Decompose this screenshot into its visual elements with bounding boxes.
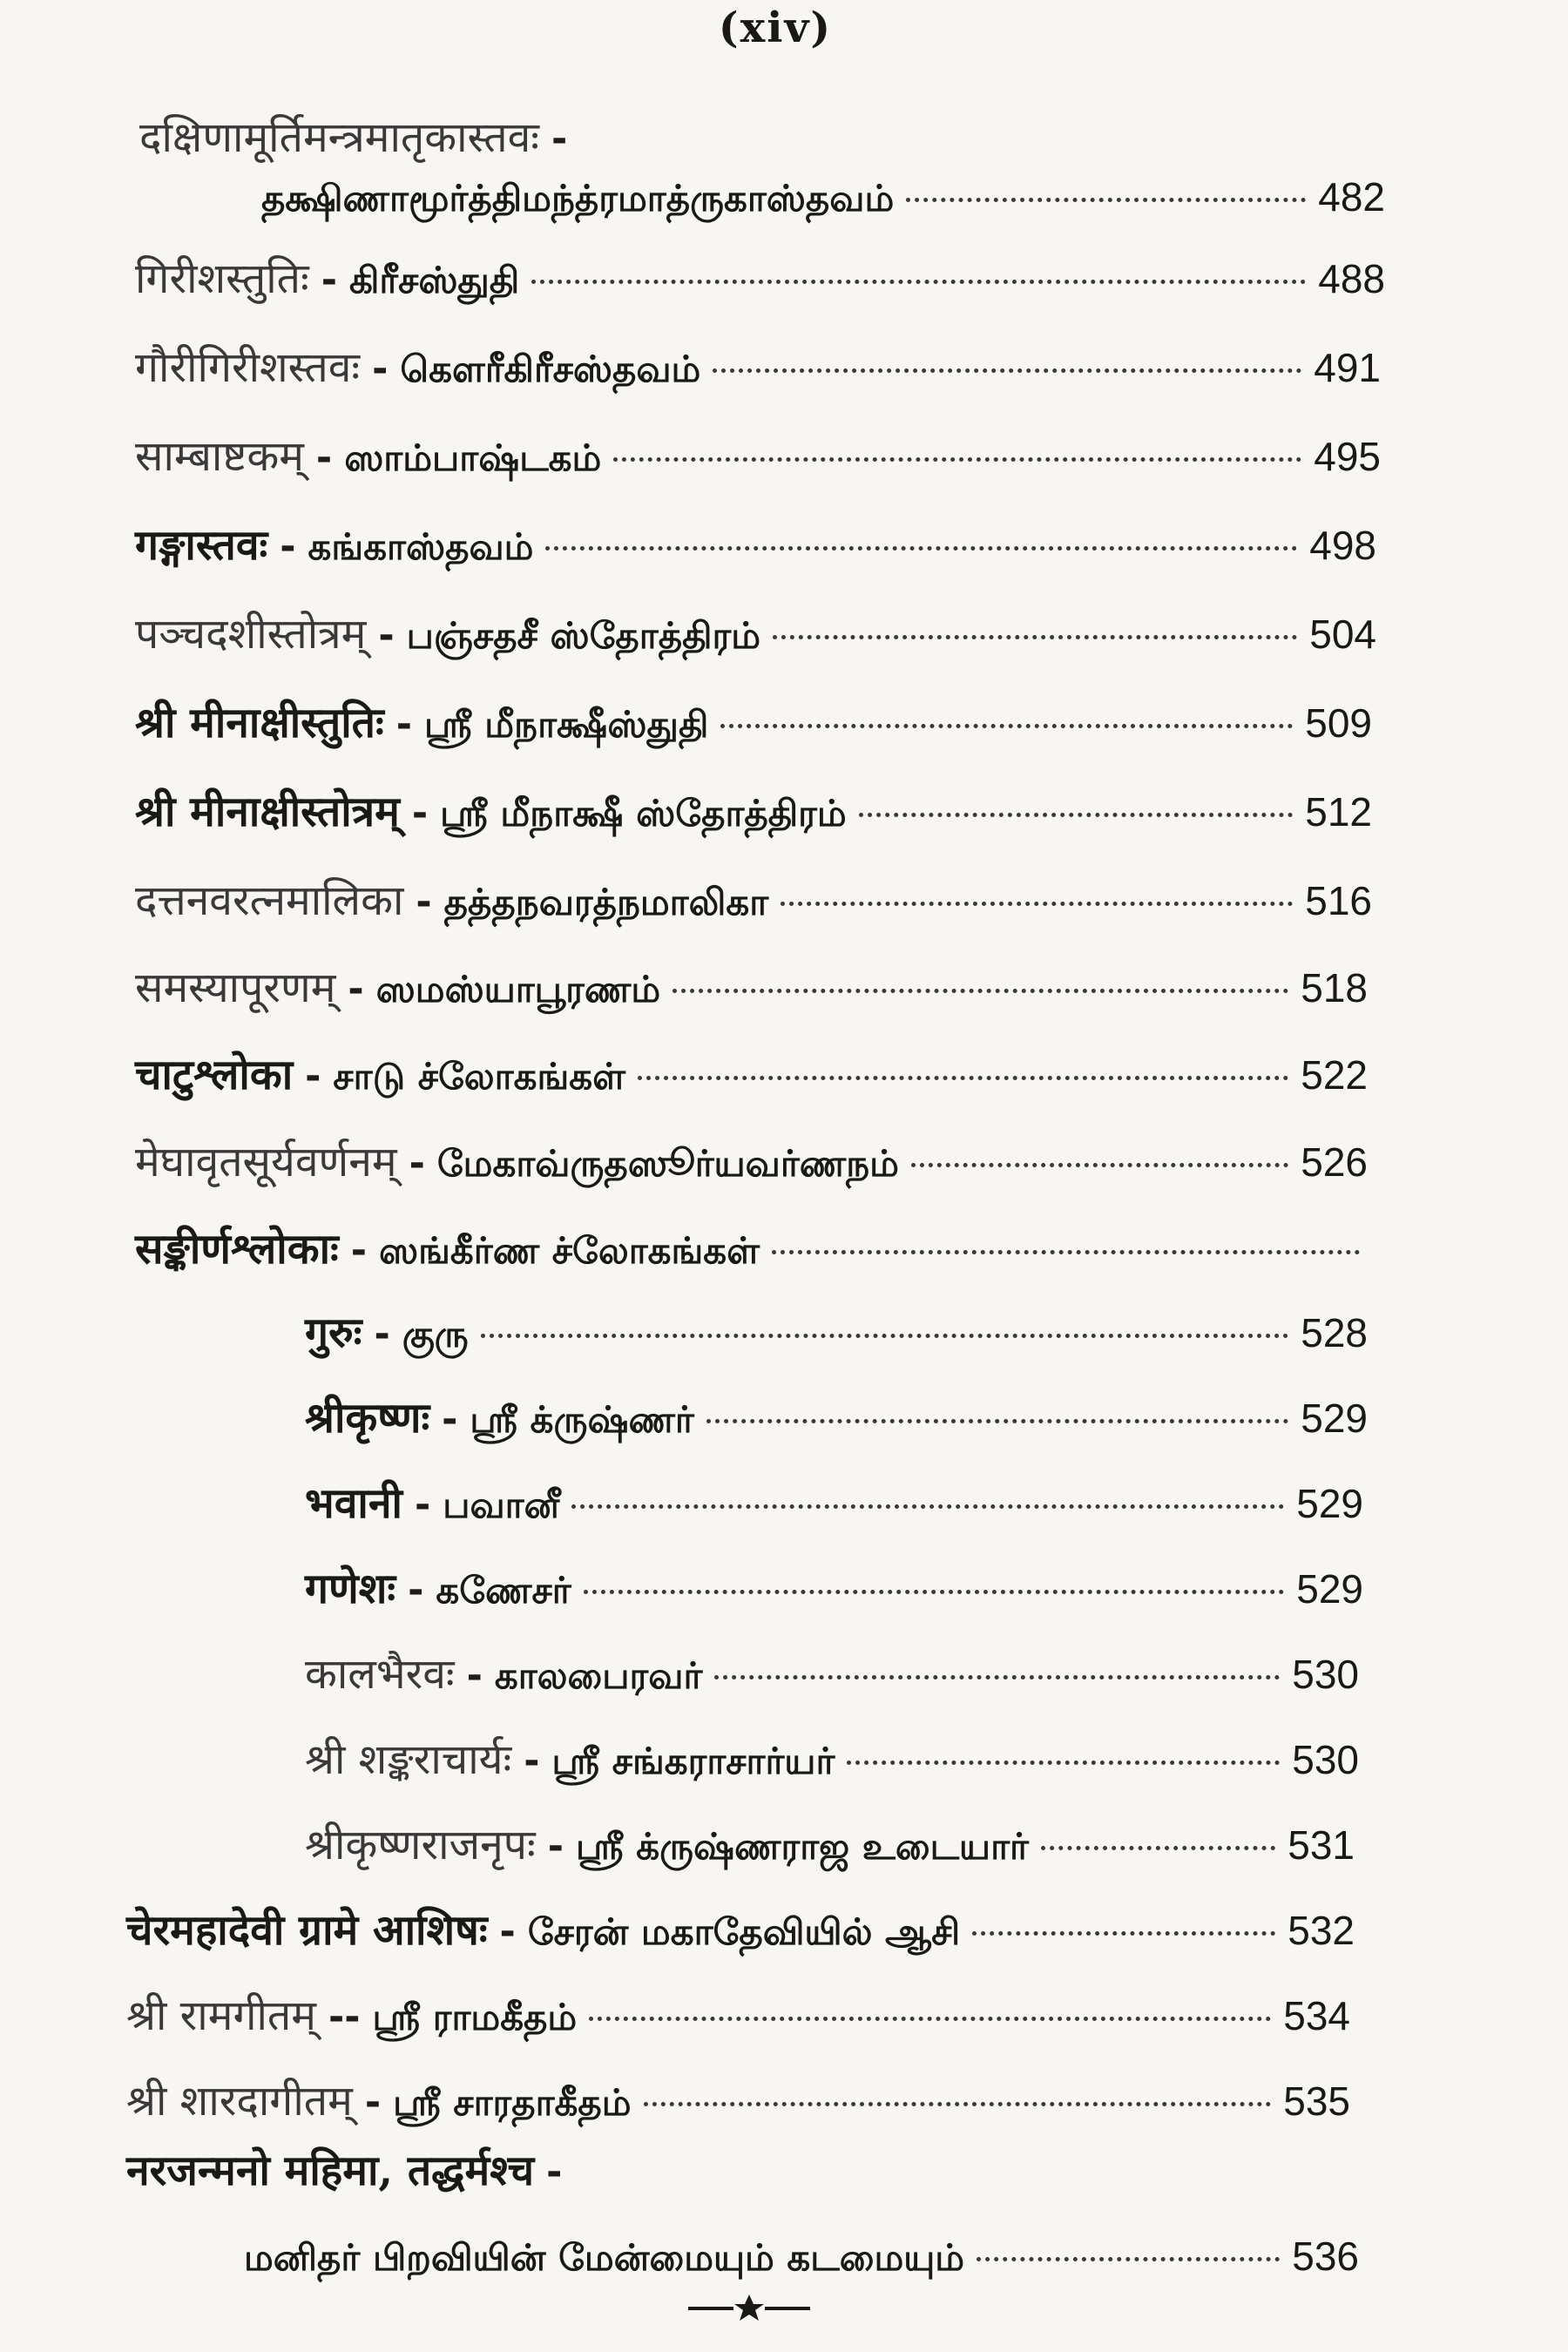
tamil-title: ஸங்கீர்ண ச்லோகங்கள் xyxy=(378,1229,760,1272)
toc-entry xyxy=(135,341,1381,395)
sanskrit-title: चाटुश्लोका xyxy=(135,1051,294,1099)
toc-entry xyxy=(135,519,1376,573)
tamil-title: ஸ்ரீ ராமகீதம் xyxy=(372,1996,578,2038)
sanskrit-title: गुरुः xyxy=(305,1308,362,1357)
dot-leader xyxy=(772,1250,1360,1254)
separator: - xyxy=(551,117,568,161)
sanskrit-title: गङ्गास्तवः xyxy=(135,521,268,570)
page-number: (xiv) xyxy=(718,3,833,52)
tamil-title: காலபைரவர் xyxy=(494,1654,703,1697)
dot-leader xyxy=(972,1931,1275,1936)
tamil-title: ஸ்ரீ க்ருஷ்ணராஜ உடையார் xyxy=(576,1825,1029,1868)
sanskrit-title: दत्तनवरत्नमालिका xyxy=(135,876,404,925)
page-ref: 532 xyxy=(1288,1908,1355,1953)
end-ornament xyxy=(679,2291,819,2326)
toc-entry xyxy=(135,608,1376,662)
separator: - xyxy=(315,436,333,480)
page-ref: 529 xyxy=(1301,1396,1368,1441)
toc-entry xyxy=(126,2145,574,2199)
separator: - xyxy=(524,1739,540,1783)
page-ref: 482 xyxy=(1318,174,1385,220)
page-ref: 512 xyxy=(1305,789,1372,835)
tamil-title: பவானீ xyxy=(443,1484,560,1526)
separator: - xyxy=(546,2150,563,2194)
separator: - xyxy=(395,702,412,747)
toc-entry xyxy=(135,1136,1368,1190)
toc-entry xyxy=(135,697,1372,751)
toc-entry xyxy=(135,786,1372,840)
page-ref: 529 xyxy=(1296,1481,1363,1526)
sanskrit-title: नरजन्मनो महिमा, तद्धर्मश्च xyxy=(126,2146,535,2195)
tamil-title: ஸாம்பாஷ்டகம் xyxy=(344,436,602,479)
dot-leader xyxy=(531,280,1306,284)
toc-entry xyxy=(126,2075,1350,2129)
separator: - xyxy=(547,1824,564,1869)
sanskrit-title: श्रीकृष्णराजनृपः xyxy=(305,1821,536,1869)
toc-entry xyxy=(244,2230,1359,2284)
sanskrit-title: गिरीशस्तुतिः xyxy=(135,254,309,303)
page-ref: 530 xyxy=(1292,1737,1359,1782)
page-ref: 531 xyxy=(1288,1822,1355,1868)
page-ref: 518 xyxy=(1301,965,1368,1010)
toc-entry xyxy=(305,1648,1359,1702)
separator: - xyxy=(364,2080,382,2125)
dot-leader xyxy=(638,1076,1288,1080)
dot-leader xyxy=(977,2257,1280,2261)
page-ref: 504 xyxy=(1309,612,1376,657)
dot-leader xyxy=(720,724,1293,728)
separator: - xyxy=(416,880,432,924)
separator: - xyxy=(408,1568,424,1612)
dot-leader xyxy=(589,2017,1271,2021)
toc-entry xyxy=(126,1904,1355,1958)
toc-entry xyxy=(126,1990,1350,2044)
sanskrit-title: कालभैरवः xyxy=(305,1650,455,1699)
page-ref: 535 xyxy=(1283,2078,1350,2124)
separator: - xyxy=(411,791,429,835)
separator: - xyxy=(442,1397,458,1442)
dot-leader xyxy=(672,989,1288,993)
separator: - xyxy=(350,1228,367,1273)
tamil-title: ஸ்ரீ மீநாக்ஷீஸ்துதி xyxy=(423,703,709,746)
separator: - xyxy=(280,524,296,569)
toc-entry xyxy=(305,1734,1359,1788)
page-ref: 516 xyxy=(1305,878,1372,923)
sanskrit-title: चेरमहादेवी ग्रामे आशिषः xyxy=(126,1906,488,1955)
page-ref: 526 xyxy=(1301,1139,1368,1185)
toc-entry xyxy=(139,112,579,166)
dot-leader xyxy=(859,813,1294,817)
tamil-title: ஸ்ரீ மீநாக்ஷீ ஸ்தோத்திரம் xyxy=(440,792,847,835)
sanskrit-title: भवानी xyxy=(305,1479,402,1528)
dot-leader xyxy=(773,635,1297,639)
page-ref: 498 xyxy=(1309,523,1376,568)
separator: - xyxy=(409,1141,425,1186)
tamil-title: கங்காஸ்தவம் xyxy=(308,525,534,568)
separator: - xyxy=(372,347,389,391)
separator: - xyxy=(374,1312,390,1356)
sanskrit-title: श्री मीनाक्षीस्तोत्रम् xyxy=(135,787,400,836)
toc-entry xyxy=(261,171,1385,225)
tamil-title: ஸ்ரீ சங்கராசார்யர் xyxy=(551,1740,835,1782)
dot-leader xyxy=(781,902,1293,906)
sanskrit-title: गणेशः xyxy=(305,1565,396,1613)
tamil-title: கிரீசஸ்துதி xyxy=(348,259,520,301)
dot-leader xyxy=(906,198,1306,202)
tamil-title: ஸ்ரீ சாரதாகீதம் xyxy=(393,2081,632,2124)
toc-entry xyxy=(305,1563,1363,1617)
sanskrit-title: श्री मीनाक्षीस्तुतिः xyxy=(135,699,384,747)
separator: - xyxy=(466,1653,483,1698)
dot-leader xyxy=(481,1334,1289,1338)
page-ref: 529 xyxy=(1296,1566,1363,1612)
tamil-title: பஞ்சதசீ ஸ்தோத்திரம் xyxy=(406,614,760,657)
tamil-title: ஸமஸ்யாபூரணம் xyxy=(375,968,661,1010)
dot-leader xyxy=(714,1675,1280,1680)
toc-entry xyxy=(135,1223,1372,1277)
tamil-title: ஸ்ரீ க்ருஷ்ணர் xyxy=(470,1398,694,1441)
sanskrit-title: दक्षिणामूर्तिमन्त्रमातृकास्तवः xyxy=(139,113,539,162)
separator: - xyxy=(321,258,337,302)
dot-leader xyxy=(706,1419,1288,1423)
dot-leader xyxy=(545,546,1297,551)
page-ref: 495 xyxy=(1314,434,1381,479)
toc-entry xyxy=(135,1049,1368,1103)
sanskrit-title: श्रीकृष्णः xyxy=(305,1394,430,1443)
page-ref: 528 xyxy=(1301,1310,1368,1355)
separator: - xyxy=(378,613,395,658)
sanskrit-title: साम्बाष्टकम् xyxy=(135,432,304,481)
sanskrit-title: सङ्कीर्णश्लोकाः xyxy=(135,1225,339,1274)
dot-leader xyxy=(847,1761,1280,1765)
separator: - xyxy=(414,1483,431,1527)
dot-leader xyxy=(613,457,1301,462)
sanskrit-title: मेघावृतसूर्यवर्णनम् xyxy=(135,1138,397,1186)
page-ref: 534 xyxy=(1283,1993,1350,2038)
sanskrit-title: श्री शारदागीतम् xyxy=(126,2077,353,2126)
tamil-title: குரு xyxy=(402,1313,469,1355)
tamil-title: சாடு ச்லோகங்கள் xyxy=(333,1055,626,1098)
tamil-title: மேகாவ்ருதஸூர்யவர்ணநம் xyxy=(436,1142,899,1185)
sanskrit-title: श्री शङ्कराचार्यः xyxy=(305,1735,512,1784)
page-ref: 488 xyxy=(1318,256,1385,301)
toc-entry xyxy=(305,1392,1368,1446)
separator: - xyxy=(305,1054,321,1098)
toc-entry xyxy=(135,253,1385,307)
sanskrit-title: श्री रामगीतम् xyxy=(126,1991,316,2040)
tamil-title: கௌரீகிரீசஸ்தவம் xyxy=(400,348,701,390)
dot-leader xyxy=(644,2102,1272,2106)
tamil-title: தத்தநவரத்நமாலிகா xyxy=(443,881,769,923)
tamil-title: கணேசர் xyxy=(436,1569,571,1612)
tamil-title: சேரன் மகாதேவியில் ஆசி xyxy=(527,1910,961,1953)
page-ref: 491 xyxy=(1314,345,1381,390)
sanskrit-title: पञ्चदशीस्तोत्रम् xyxy=(135,610,367,659)
tamil-title: மனிதர் பிறவியின் மேன்மையும் கடமையும் xyxy=(244,2236,965,2279)
sanskrit-title: समस्यापूरणम् xyxy=(135,963,336,1012)
toc-entry xyxy=(135,962,1368,1016)
toc-entry xyxy=(135,875,1372,929)
sanskrit-title: गौरीगिरीशस्तवः xyxy=(135,343,361,392)
tamil-title: தக்ஷிணாமூர்த்திமந்த்ரமாத்ருகாஸ்தவம் xyxy=(261,177,895,220)
page-ref: 522 xyxy=(1301,1052,1368,1098)
dot-leader xyxy=(584,1590,1285,1594)
dot-leader xyxy=(911,1163,1288,1167)
page-ref: 536 xyxy=(1292,2234,1359,2279)
page-ref: 530 xyxy=(1292,1652,1359,1697)
page-ref: 509 xyxy=(1305,700,1372,746)
separator: - xyxy=(499,1909,516,1954)
toc-entry xyxy=(135,430,1381,484)
toc-entry xyxy=(305,1819,1355,1873)
toc-entry xyxy=(305,1307,1368,1361)
toc-entry xyxy=(305,1477,1363,1531)
separator: - xyxy=(348,967,364,1011)
dot-leader xyxy=(1041,1846,1275,1850)
dot-leader xyxy=(713,368,1301,373)
dot-leader xyxy=(571,1504,1284,1509)
separator: -- xyxy=(328,1995,361,2039)
